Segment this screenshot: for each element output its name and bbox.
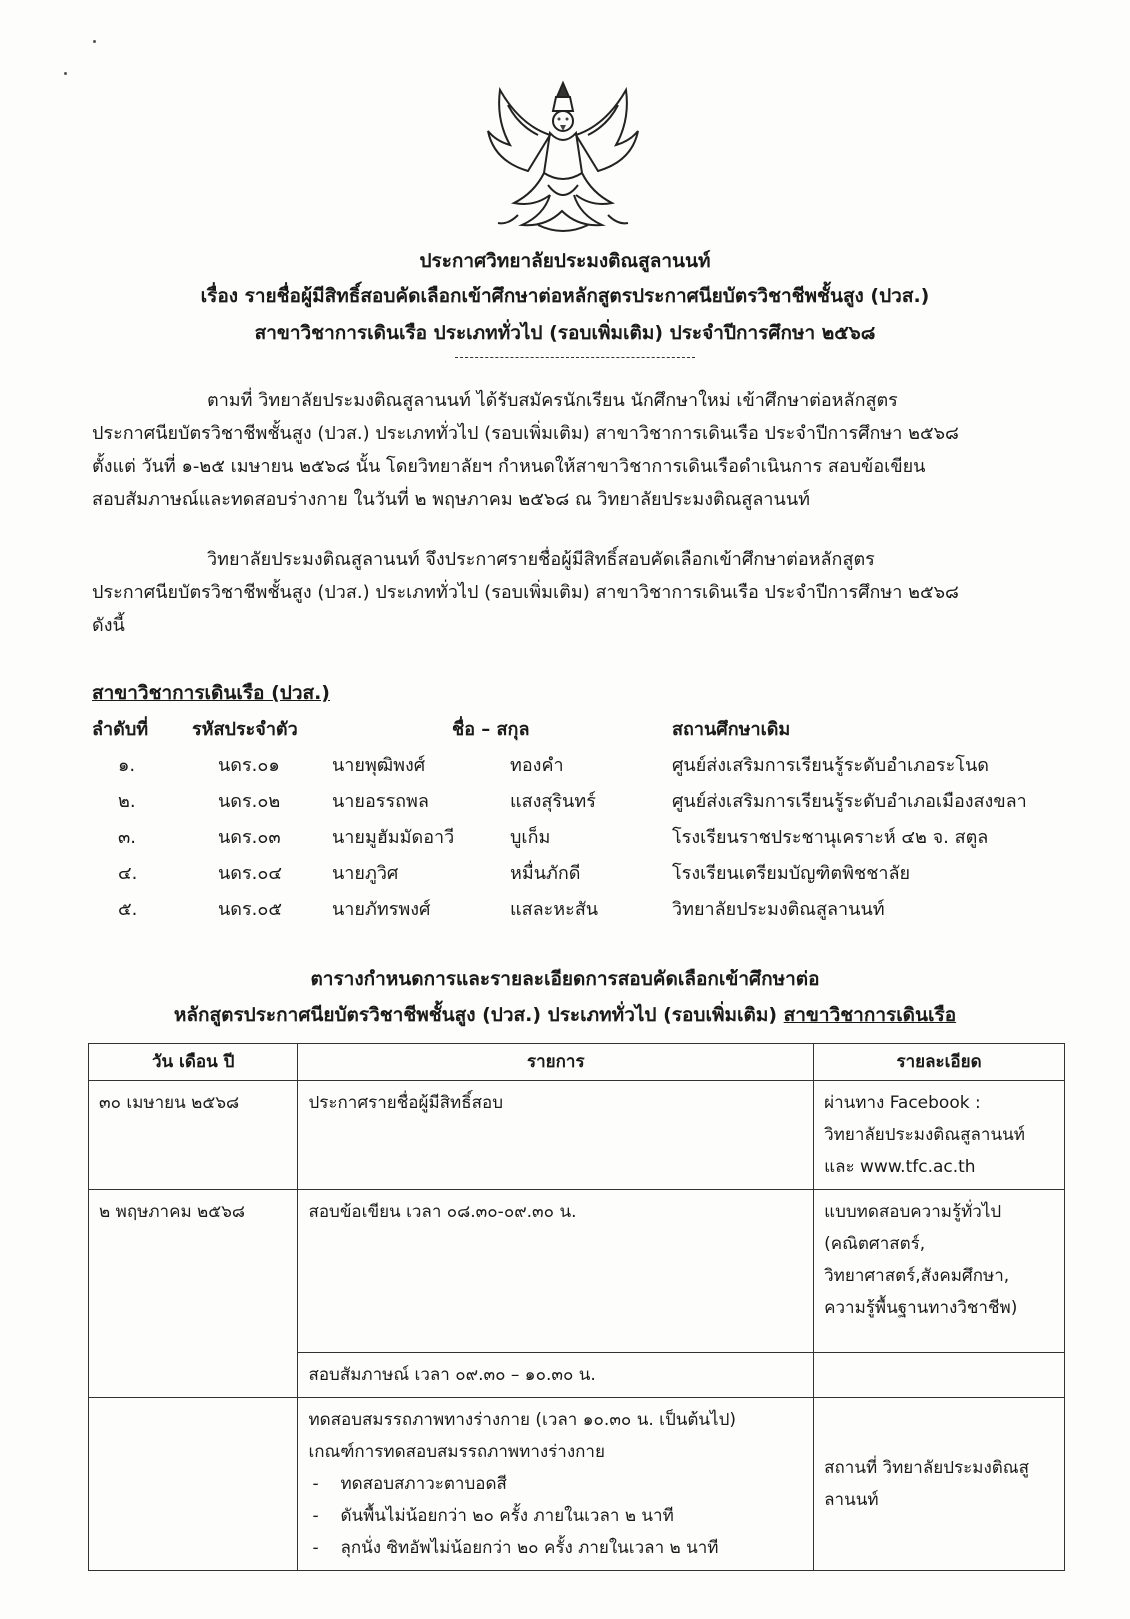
detail-line: วิทยาศาสตร์,สังคมศึกษา,: [824, 1266, 1010, 1286]
announcement-subject-line2: สาขาวิชาการเดินเรือ ประเภททั่วไป (รอบเพิ่มเติม) ประจำปีการศึกษา ๒๕๖๘: [254, 322, 876, 344]
candidate-row: [92, 818, 1042, 854]
schedule-detail: [814, 1081, 1065, 1190]
candidate-no: ๑.: [118, 755, 136, 776]
candidate-school: ศูนย์ส่งเสริมการเรียนรู้ระดับอำเภอเมืองสงขลา: [672, 791, 1027, 812]
schedule-header-detail: รายละเอียด: [814, 1044, 1065, 1081]
criteria-bullet: - ลุกนั่ง ซิทอัพไม่น้อยกว่า ๒๐ ครั้ง ภายในเวลา ๒ นาที: [308, 1532, 803, 1564]
detail-line: และ www.tfc.ac.th: [824, 1157, 976, 1177]
candidate-code: นดร.๐๓: [218, 827, 281, 848]
schedule-subtitle-branch: สาขาวิชาการเดินเรือ: [783, 1004, 957, 1026]
schedule-detail-empty: [814, 1353, 1065, 1398]
candidate-first-name: นายอรรถพล: [332, 791, 429, 812]
candidate-last-name: บูเก็ม: [510, 827, 551, 848]
header-school: สถานศึกษาเดิม: [672, 719, 791, 740]
candidate-row: [92, 746, 1042, 782]
schedule-item: สอบข้อเขียน เวลา ๐๘.๓๐-๐๙.๓๐ น.: [298, 1190, 814, 1353]
paragraph-line: ดังนี้: [92, 615, 125, 636]
schedule-table: [88, 1043, 1065, 1571]
criteria-bullet: - ทดสอบสภาวะตาบอดสี: [308, 1468, 803, 1500]
candidate-row: [92, 854, 1042, 890]
detail-line: แบบทดสอบความรู้ทั่วไป: [824, 1202, 1002, 1222]
paragraph-announcement: [92, 543, 1042, 642]
announcement-subject: เรื่อง รายชื่อผู้มีสิทธิ์สอบคัดเลือกเข้าศึกษาต่อหลักสูตรประกาศนียบัตรวิชาชีพชั้นสูง (ปวส.): [200, 285, 930, 307]
announcement-title: ประกาศวิทยาลัยประมงติณสูลานนท์: [419, 250, 711, 272]
paragraph-line: ประกาศนียบัตรวิชาชีพชั้นสูง (ปวส.) ประเภททั่วไป (รอบเพิ่มเติม) สาขาวิชาการเดินเรือ ประจำปีการศึกษา ๒๕๖๘: [92, 423, 959, 444]
candidate-last-name: แสงสุรินทร์: [510, 791, 596, 812]
candidate-code: นดร.๐๔: [218, 863, 282, 884]
schedule-date: ๓๐ เมษายน ๒๕๖๘: [89, 1081, 298, 1190]
paragraph-line: ตั้งแต่ วันที่ ๑-๒๕ เมษายน ๒๕๖๘ นั้น โดยวิทยาลัยฯ กำหนดให้สาขาวิชาการเดินเรือดำเนินการ สอบข้อเขียน: [92, 456, 926, 477]
candidate-list: [92, 710, 1042, 926]
detail-line: สถานที่ วิทยาลัยประมงติณสู: [824, 1458, 1029, 1478]
schedule-date: ๒ พฤษภาคม ๒๕๖๘: [89, 1190, 298, 1398]
detail-line: ลานนท์: [824, 1490, 879, 1510]
candidate-code: นดร.๐๕: [218, 899, 282, 920]
scan-speck: [93, 40, 96, 43]
candidate-first-name: นายภัทรพงศ์: [332, 899, 431, 920]
candidate-code: นดร.๐๑: [218, 755, 280, 776]
paragraph-line: ตามที่ วิทยาลัยประมงติณสูลานนท์ ได้รับสมัครนักเรียน นักศึกษาใหม่ เข้าศึกษาต่อหลักสูตร: [207, 390, 898, 411]
detail-line: วิทยาลัยประมงติณสูลานนท์: [824, 1125, 1025, 1145]
header-no: ลำดับที่: [92, 719, 149, 740]
schedule-date-empty: [89, 1398, 298, 1571]
detail-line: (คณิตศาสตร์,: [824, 1234, 926, 1254]
schedule-detail: [814, 1190, 1065, 1353]
garuda-emblem-icon: [478, 75, 648, 245]
candidate-school: วิทยาลัยประมงติณสูลานนท์: [672, 899, 885, 920]
candidate-no: ๒.: [118, 791, 136, 812]
schedule-subtitle: [0, 1000, 1130, 1030]
item-line: ทดสอบสมรรถภาพทางร่างกาย (เวลา ๑๐.๓๐ น. เป็นต้นไป): [308, 1410, 737, 1430]
schedule-title: ตารางกำหนดการและรายละเอียดการสอบคัดเลือกเข้าศึกษาต่อ: [310, 968, 820, 990]
candidate-code: นดร.๐๒: [218, 791, 281, 812]
candidate-school: โรงเรียนราชประชานุเคราะห์ ๔๒ จ. สตูล: [672, 827, 989, 848]
header-divider: [455, 357, 695, 358]
candidate-first-name: นายมูฮัมมัดอาวี: [332, 827, 455, 848]
detail-line: ความรู้พื้นฐานทางวิชาชีพ): [824, 1298, 1018, 1318]
schedule-item: สอบสัมภาษณ์ เวลา ๐๙.๓๐ – ๑๐.๓๐ น.: [298, 1353, 814, 1398]
candidate-last-name: หมื่นภักดี: [510, 863, 581, 884]
candidate-school: ศูนย์ส่งเสริมการเรียนรู้ระดับอำเภอระโนด: [672, 755, 989, 776]
candidate-first-name: นายพุฒิพงศ์: [332, 755, 426, 776]
schedule-row: [89, 1081, 1065, 1190]
paragraph-line: ประกาศนียบัตรวิชาชีพชั้นสูง (ปวส.) ประเภททั่วไป (รอบเพิ่มเติม) สาขาวิชาการเดินเรือ ประจำปีการศึกษา ๒๕๖๘: [92, 582, 959, 603]
schedule-item: ประกาศรายชื่อผู้มีสิทธิ์สอบ: [298, 1081, 814, 1190]
candidate-no: ๕.: [118, 899, 138, 920]
schedule-row: [89, 1398, 1065, 1571]
schedule-header-date: วัน เดือน ปี: [89, 1044, 298, 1081]
paragraph-line: วิทยาลัยประมงติณสูลานนท์ จึงประกาศรายชื่อผู้มีสิทธิ์สอบคัดเลือกเข้าศึกษาต่อหลักสูตร: [207, 549, 875, 570]
candidate-row: [92, 782, 1042, 818]
scan-speck: [64, 72, 67, 75]
candidate-row: [92, 890, 1042, 926]
schedule-subtitle-text: หลักสูตรประกาศนียบัตรวิชาชีพชั้นสูง (ปวส.) ประเภททั่วไป (รอบเพิ่มเติม): [173, 1004, 784, 1026]
criteria-bullet: - ดันพื้นไม่น้อยกว่า ๒๐ ครั้ง ภายในเวลา ๒ นาที: [308, 1500, 803, 1532]
header-code: รหัสประจำตัว: [192, 719, 298, 740]
candidate-list-header: [92, 710, 1042, 746]
schedule-header-row: [89, 1044, 1065, 1081]
candidate-last-name: แสละหะสัน: [510, 899, 599, 920]
schedule-header-item: รายการ: [298, 1044, 814, 1081]
schedule-detail: [814, 1398, 1065, 1571]
paragraph-intro: [92, 384, 1042, 516]
schedule-row: [89, 1190, 1065, 1353]
candidate-no: ๔.: [118, 863, 138, 884]
header-name: ชื่อ – สกุล: [452, 719, 530, 740]
detail-line: ผ่านทาง Facebook :: [824, 1093, 981, 1113]
item-line: เกณฑ์การทดสอบสมรรถภาพทางร่างกาย: [308, 1442, 605, 1462]
candidate-first-name: นายภูวิศ: [332, 863, 399, 884]
candidate-no: ๓.: [118, 827, 137, 848]
section-title: สาขาวิชาการเดินเรือ (ปวส.): [92, 682, 330, 704]
candidate-school: โรงเรียนเตรียมบัญฑิตพิชชาลัย: [672, 863, 911, 884]
paragraph-line: สอบสัมภาษณ์และทดสอบร่างกาย ในวันที่ ๒ พฤษภาคม ๒๕๖๘ ณ วิทยาลัยประมงติณสูลานนท์: [92, 489, 810, 510]
candidate-last-name: ทองคำ: [510, 755, 564, 776]
schedule-item: [298, 1398, 814, 1571]
